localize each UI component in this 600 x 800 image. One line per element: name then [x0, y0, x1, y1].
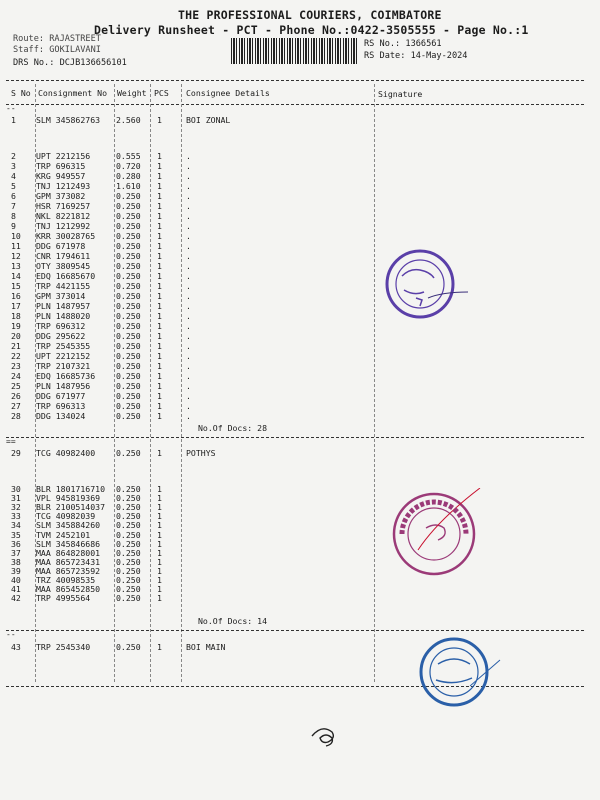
consignee-dot: . [186, 341, 191, 351]
consignee-dot: . [186, 331, 191, 341]
company-title: THE PROFESSIONAL COURIERS, COIMBATORE [178, 8, 442, 22]
runsheet-subtitle: Delivery Runsheet - PCT - Phone No.:0422-3505555 - Page No.:1 [94, 23, 529, 37]
consignee-dot: . [186, 201, 191, 211]
col-divider [374, 84, 375, 682]
consignee-name: POTHYS [186, 448, 216, 458]
pothys-stamp [388, 488, 488, 580]
consignee-dot: . [186, 251, 191, 261]
rs-number: RS No.: 1366561 [364, 39, 442, 49]
bank-stamp [414, 634, 506, 708]
consignee-dot: . [186, 301, 191, 311]
consignee-dot: . [186, 231, 191, 241]
col-consignment: Consignment No [38, 88, 108, 98]
col-consignee: Consignee Details [186, 88, 270, 98]
consignee-dot: . [186, 161, 191, 171]
col-divider [181, 84, 182, 682]
consignee-name: BOI ZONAL [186, 115, 231, 125]
docs-count: No.Of Docs: 28 [198, 423, 268, 433]
header-bottom-rule [6, 104, 584, 105]
consignee-dot: . [186, 311, 191, 321]
col-weight: Weight [117, 88, 147, 98]
consignee-dot: . [186, 391, 191, 401]
consignee-dot: . [186, 411, 191, 421]
consignee-dot: . [186, 281, 191, 291]
consignee-dot: . [186, 261, 191, 271]
consignee-dot: . [186, 221, 191, 231]
group-rule [6, 630, 584, 631]
row-marker: -- [6, 104, 16, 113]
consignee-dot: . [186, 381, 191, 391]
consignee-dot: . [186, 151, 191, 161]
row-marker: == [6, 437, 16, 446]
consignee-dot: . [186, 211, 191, 221]
consignee-dot: . [186, 401, 191, 411]
consignee-dot: . [186, 361, 191, 371]
row-marker: -- [6, 630, 16, 639]
col-divider [150, 84, 151, 682]
route-text: Route: RAJASTREET [13, 34, 101, 44]
consignee-dot: . [186, 241, 191, 251]
group-rule [6, 437, 584, 438]
rs-date: RS Date: 14-May-2024 [364, 51, 468, 61]
signature-mark [306, 718, 342, 754]
docs-count: No.Of Docs: 14 [198, 616, 268, 626]
consignee-dot: . [186, 271, 191, 281]
consignee-dot: . [186, 181, 191, 191]
consignee-name: BOI MAIN [186, 642, 226, 652]
drs-number: DRS No.: DCJB136656101 [13, 58, 127, 68]
barcode [231, 38, 357, 64]
col-sno: S No [11, 88, 31, 98]
consignee-dot: . [186, 191, 191, 201]
consignee-dot: . [186, 321, 191, 331]
boi-zonal-stamp [380, 246, 476, 326]
header-top-rule [6, 80, 584, 81]
consignee-dot: . [186, 291, 191, 301]
col-pcs: PCS [154, 88, 169, 98]
consignee-dot: . [186, 371, 191, 381]
consignee-dot: . [186, 171, 191, 181]
col-signature: Signature [378, 89, 423, 99]
consignee-dot: . [186, 351, 191, 361]
staff-text: Staff: GOKILAVANI [13, 45, 101, 55]
col-divider [114, 84, 115, 682]
